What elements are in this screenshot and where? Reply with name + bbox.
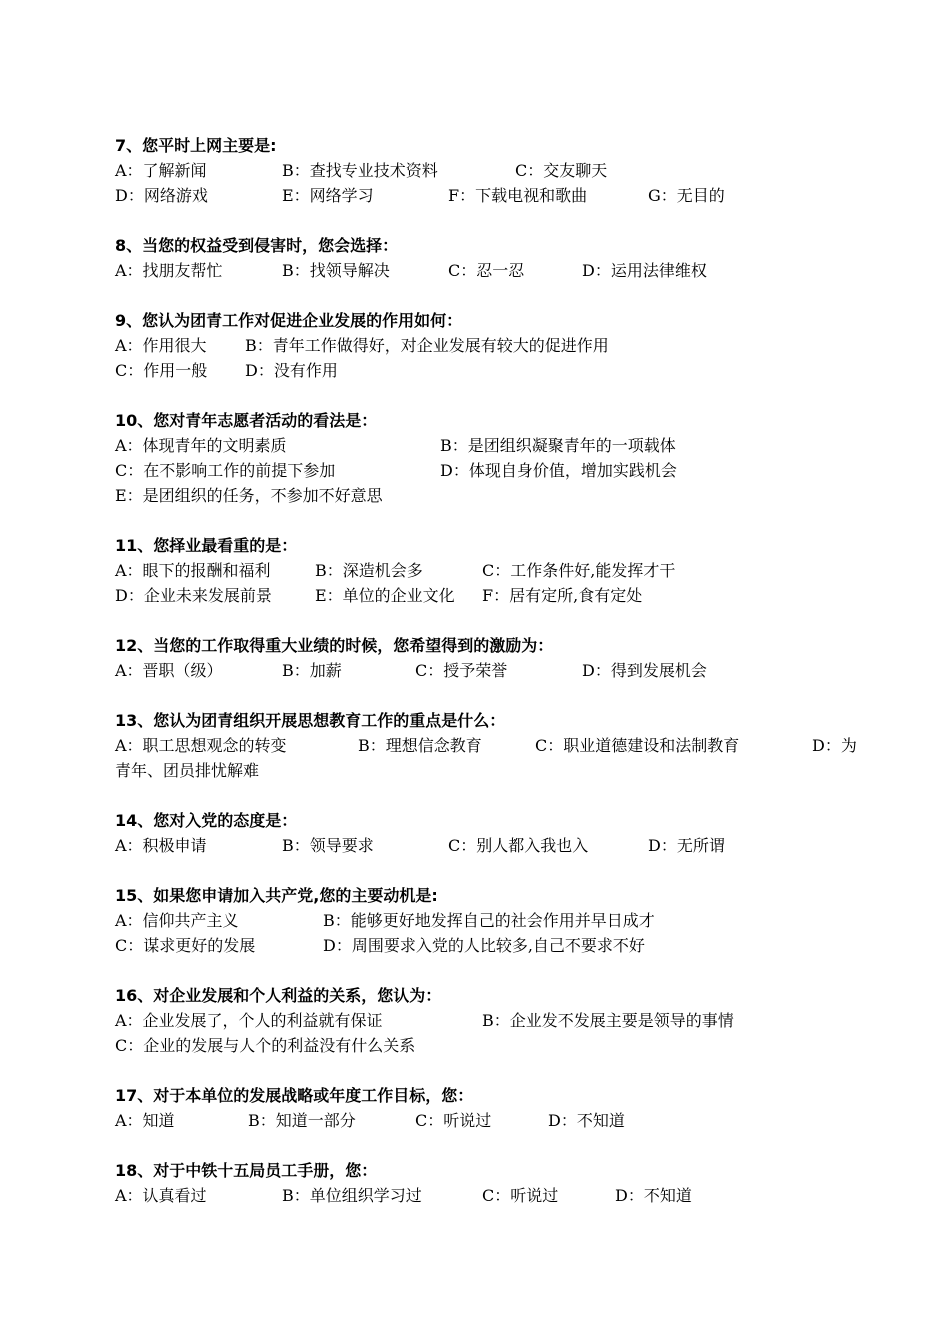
option-b: B：理想信念教育: [358, 736, 482, 755]
option-a: A：信仰共产主义: [115, 911, 239, 930]
question-9: [115, 308, 875, 383]
option-b: B：单位组织学习过: [282, 1186, 422, 1205]
option-c: C：作用一般: [115, 361, 208, 380]
option-b: B：加薪: [282, 661, 342, 680]
question-7: [115, 133, 875, 208]
option-b: B：青年工作做得好，对企业发展有较大的促进作用: [245, 336, 609, 355]
question-title: 7、您平时上网主要是:: [115, 136, 277, 155]
question-12: [115, 633, 875, 683]
option-row: [115, 833, 875, 858]
question-14: [115, 808, 875, 858]
question-title: 9、您认为团青工作对促进企业发展的作用如何：: [115, 311, 463, 330]
option-d: D：为: [812, 736, 857, 755]
option-e: E：单位的企业文化: [315, 586, 455, 605]
option-row: [115, 1008, 875, 1033]
option-c: C：听说过: [415, 1111, 492, 1130]
question-17: [115, 1083, 875, 1133]
option-a: A：知道: [115, 1111, 175, 1130]
option-row: [115, 258, 875, 283]
question-8: [115, 233, 875, 283]
option-row: [115, 183, 875, 208]
question-title: 14、您对入党的态度是：: [115, 811, 298, 830]
option-a: A：晋职（级）: [115, 661, 223, 680]
question-title: 18、对于中铁十五局员工手册，您：: [115, 1161, 378, 1180]
question-15: [115, 883, 875, 958]
question-title: 17、对于本单位的发展战略或年度工作目标，您：: [115, 1086, 474, 1105]
option-row: [115, 333, 875, 358]
question-title: 8、当您的权益受到侵害时，您会选择：: [115, 236, 399, 255]
option-row: [115, 583, 875, 608]
option-row: [115, 358, 875, 383]
option-a: A：积极申请: [115, 836, 207, 855]
option-row: [115, 558, 875, 583]
option-d-continued: 青年、团员排忧解难: [115, 761, 260, 780]
question-13: [115, 708, 875, 783]
option-d: D：得到发展机会: [582, 661, 707, 680]
option-a: A：企业发展了，个人的利益就有保证: [115, 1011, 383, 1030]
option-c: C：听说过: [482, 1186, 559, 1205]
option-d: D：周围要求入党的人比较多,自己不要求不好: [323, 936, 645, 955]
option-e: E：网络学习: [282, 186, 374, 205]
option-c: C：交友聊天: [515, 161, 608, 180]
question-title: 13、您认为团青组织开展思想教育工作的重点是什么：: [115, 711, 506, 730]
option-d: D：不知道: [615, 1186, 692, 1205]
option-d: D：运用法律维权: [582, 261, 707, 280]
option-d: D：体现自身价值，增加实践机会: [440, 461, 677, 480]
option-row: [115, 658, 875, 683]
option-row: [115, 1183, 875, 1208]
option-b: B：企业发不发展主要是领导的事情: [482, 1011, 734, 1030]
option-b: B：是团组织凝聚青年的一项载体: [440, 436, 676, 455]
option-a: A：了解新闻: [115, 161, 207, 180]
option-b: B：查找专业技术资料: [282, 161, 438, 180]
option-f: F：下载电视和歌曲: [448, 186, 588, 205]
option-c: C：谋求更好的发展: [115, 936, 256, 955]
option-row: [115, 433, 875, 458]
question-16: [115, 983, 875, 1058]
option-d: D：网络游戏: [115, 186, 208, 205]
question-10: [115, 408, 875, 508]
question-title: 11、您择业最看重的是：: [115, 536, 298, 555]
question-title: 12、当您的工作取得重大业绩的时候，您希望得到的激励为：: [115, 636, 554, 655]
question-title: 15、如果您申请加入共产党,您的主要动机是:: [115, 886, 438, 905]
option-b: B：能够更好地发挥自己的社会作用并早日成才: [323, 911, 655, 930]
option-d: D：不知道: [548, 1111, 625, 1130]
option-c: C：别人都入我也入: [448, 836, 589, 855]
option-row: [115, 933, 875, 958]
question-18: [115, 1158, 875, 1208]
option-b: B：领导要求: [282, 836, 374, 855]
option-row: [115, 908, 875, 933]
option-a: A：职工思想观念的转变: [115, 736, 287, 755]
question-title: 16、对企业发展和个人利益的关系，您认为：: [115, 986, 442, 1005]
option-d: D：没有作用: [245, 361, 338, 380]
option-d: D：无所谓: [648, 836, 725, 855]
option-a: A：找朋友帮忙: [115, 261, 223, 280]
option-b: B：找领导解决: [282, 261, 390, 280]
option-b: B：深造机会多: [315, 561, 423, 580]
question-title: 10、您对青年志愿者活动的看法是：: [115, 411, 378, 430]
option-a: A：认真看过: [115, 1186, 207, 1205]
option-c: C：企业的发展与人个的利益没有什么关系: [115, 1036, 416, 1055]
option-row: [115, 158, 875, 183]
option-c: C：在不影响工作的前提下参加: [115, 461, 336, 480]
questionnaire-page: [115, 133, 875, 1208]
option-row: [115, 483, 875, 508]
option-a: A：眼下的报酬和福利: [115, 561, 271, 580]
option-row: [115, 733, 875, 758]
option-e: E：是团组织的任务，不参加不好意思: [115, 486, 383, 505]
option-c: C：忍一忍: [448, 261, 525, 280]
option-f: F：居有定所,食有定处: [482, 586, 643, 605]
option-row: [115, 458, 875, 483]
option-row: [115, 758, 875, 783]
option-a: A：作用很大: [115, 336, 207, 355]
option-row: [115, 1033, 875, 1058]
option-d: D：企业未来发展前景: [115, 586, 272, 605]
question-11: [115, 533, 875, 608]
option-a: A：体现青年的文明素质: [115, 436, 287, 455]
option-g: G：无目的: [648, 186, 725, 205]
option-b: B：知道一部分: [248, 1111, 356, 1130]
option-c: C：职业道德建设和法制教育: [535, 736, 740, 755]
option-row: [115, 1108, 875, 1133]
option-c: C：工作条件好,能发挥才干: [482, 561, 676, 580]
option-c: C：授予荣誉: [415, 661, 508, 680]
